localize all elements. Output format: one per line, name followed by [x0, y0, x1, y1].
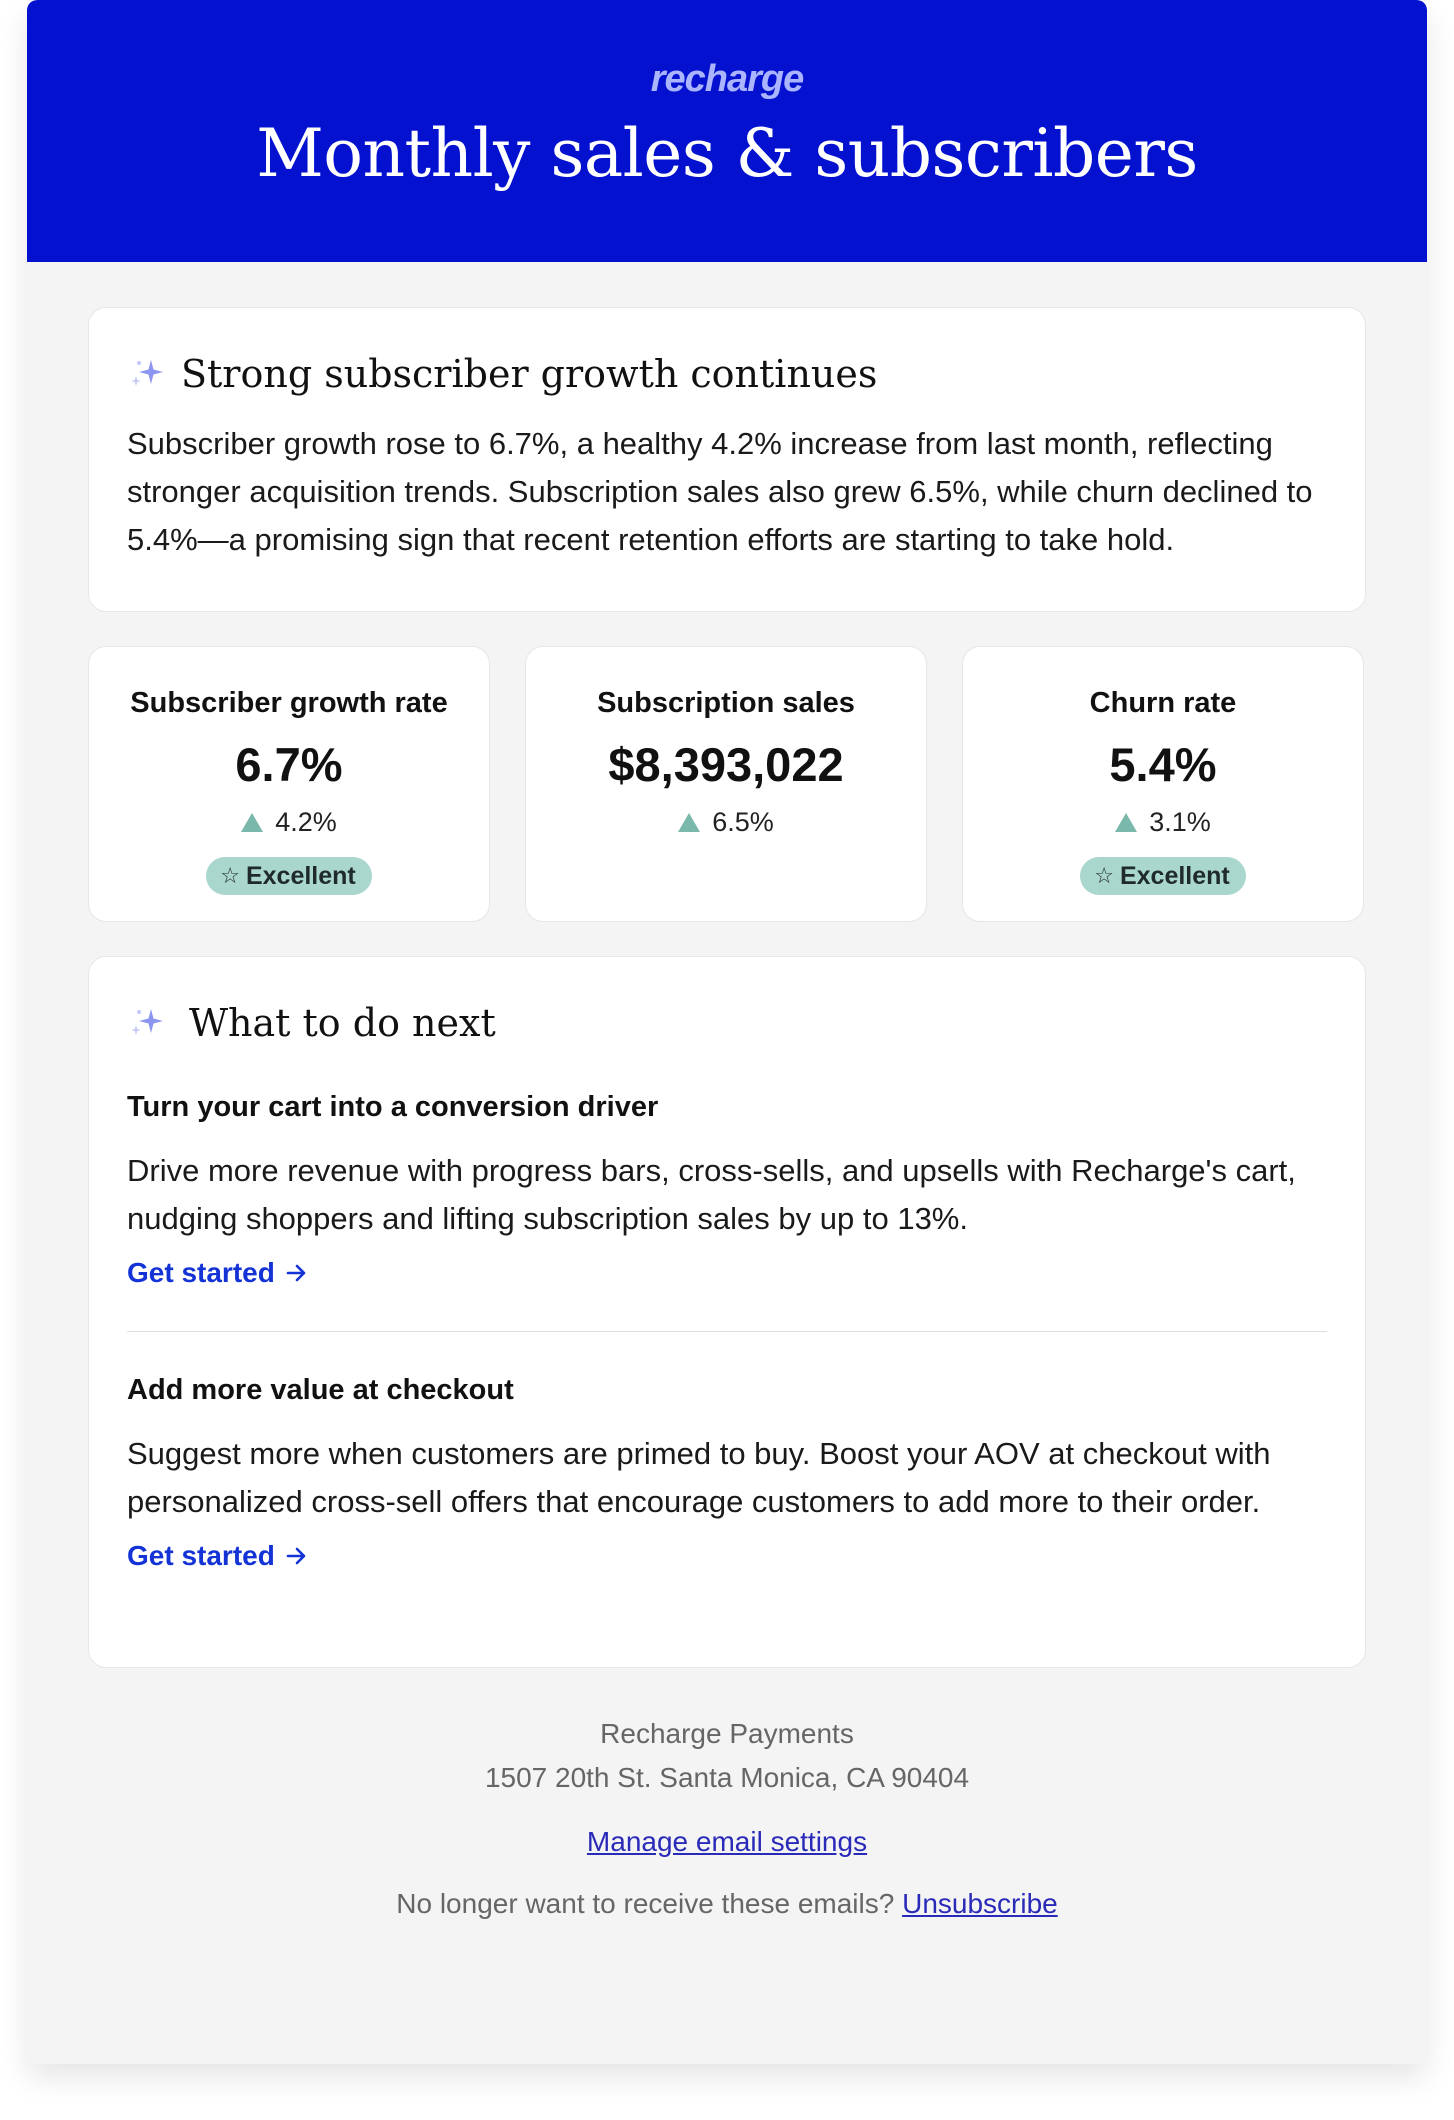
email-container: [27, 0, 1427, 2064]
star-icon: ☆: [220, 863, 240, 889]
up-triangle-icon: [1115, 813, 1137, 832]
status-badge-label: Excellent: [245, 861, 356, 890]
metric-value: $8,393,022: [608, 738, 844, 791]
metric-change-value: 3.1%: [1149, 807, 1211, 837]
unsubscribe-line: [27, 1882, 1427, 1926]
metric-change: [526, 805, 926, 839]
footer: [27, 1712, 1427, 1926]
up-triangle-icon: [241, 813, 263, 832]
manage-email-settings-link[interactable]: Manage email settings: [586, 1826, 868, 1857]
next-steps-card: [88, 956, 1366, 1668]
footer-company: Recharge Payments: [600, 1718, 854, 1749]
star-icon: ☆: [1094, 863, 1114, 889]
recharge-logo: recharge: [650, 58, 804, 100]
get-started-link-cart[interactable]: [127, 1253, 309, 1293]
get-started-label: Get started: [127, 1540, 275, 1571]
header-banner: [27, 0, 1427, 262]
status-badge-label: Excellent: [1119, 861, 1230, 890]
get-started-label: Get started: [127, 1257, 275, 1288]
arrow-right-icon: [285, 1544, 309, 1568]
arrow-right-icon: [285, 1261, 309, 1285]
metric-card-subscription-sales: [525, 646, 927, 922]
action-item-cart: [127, 1089, 1327, 1293]
sparkle-icon: [127, 354, 167, 394]
next-steps-heading: [127, 997, 1327, 1049]
summary-heading-text: Strong subscriber growth continues: [181, 352, 878, 396]
action-body: Suggest more when customers are primed to buy. Boost your AOV at checkout with personalized cross-sell offers that encourage customers to add more to their order.: [127, 1436, 1271, 1519]
metric-card-churn-rate: [962, 646, 1364, 922]
action-body: Drive more revenue with progress bars, cross-sells, and upsells with Recharge's cart, nudging shoppers and lifting subscription sales by up to 13%.: [127, 1153, 1296, 1236]
metric-card-subscriber-growth: [88, 646, 490, 922]
metric-value: 5.4%: [1109, 738, 1217, 791]
summary-heading: [127, 348, 1327, 400]
status-badge: [206, 857, 372, 895]
sparkle-icon: [127, 1003, 167, 1043]
page-title: Monthly sales & subscribers: [256, 115, 1198, 192]
status-badge: [1080, 857, 1246, 895]
action-title: Add more value at checkout: [127, 1374, 514, 1406]
metric-value: 6.7%: [235, 738, 343, 791]
metric-label: Subscription sales: [597, 687, 855, 719]
unsubscribe-link[interactable]: Unsubscribe: [902, 1888, 1058, 1919]
footer-address: 1507 20th St. Santa Monica, CA 90404: [484, 1762, 970, 1793]
summary-body: Subscriber growth rose to 6.7%, a healthy 4.2% increase from last month, reflecting stronger acquisition trends. Subscription sales also grew 6.5%, while churn declined to 5.4%—a promising sign that recent retention efforts are starting to take hold.: [127, 426, 1313, 557]
metric-change: [89, 805, 489, 839]
summary-card: [88, 307, 1366, 612]
metric-change-value: 4.2%: [275, 807, 337, 837]
unsubscribe-prompt: No longer want to receive these emails?: [396, 1888, 895, 1919]
action-title: Turn your cart into a conversion driver: [127, 1091, 659, 1123]
metric-label: Subscriber growth rate: [130, 687, 448, 719]
next-steps-heading-text: What to do next: [189, 1001, 496, 1045]
metric-change-value: 6.5%: [712, 807, 774, 837]
up-triangle-icon: [678, 813, 700, 832]
metric-change: [963, 805, 1363, 839]
metric-label: Churn rate: [1089, 687, 1237, 719]
get-started-link-checkout[interactable]: [127, 1536, 309, 1576]
divider: [127, 1331, 1327, 1332]
action-item-checkout: [127, 1372, 1327, 1576]
